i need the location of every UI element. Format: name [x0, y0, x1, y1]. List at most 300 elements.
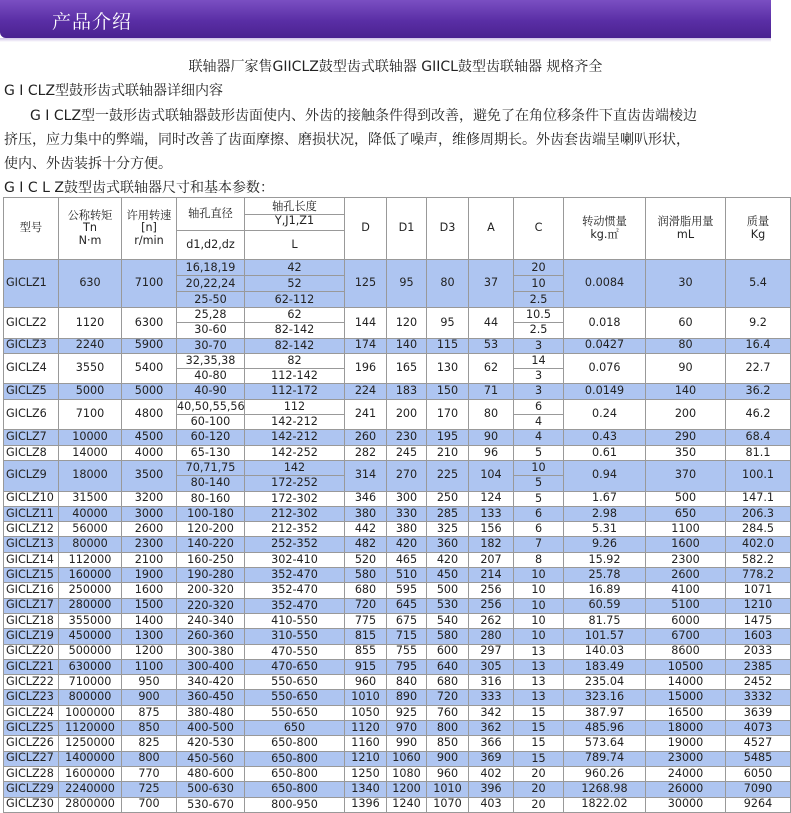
cell-D3: 325 — [427, 522, 469, 537]
cell-tn: 630000 — [59, 659, 122, 674]
cell-grease: 80 — [646, 338, 726, 353]
cell-len — [245, 552, 345, 567]
header-A: A — [469, 198, 514, 260]
cell-mass: 778.2 — [726, 568, 791, 583]
cell-C-part: 4 — [514, 414, 563, 429]
cell-mass: 284.5 — [726, 522, 791, 537]
cell-len — [245, 629, 345, 644]
cell-bore-part: 20,22,24 — [177, 275, 244, 291]
cell-model: GICLZ4 — [4, 353, 59, 384]
cell-n: 825 — [122, 736, 177, 751]
cell-bore-part: 25,28 — [194, 308, 227, 321]
cell-D3: 600 — [427, 644, 469, 659]
cell-tn: 630 — [59, 260, 122, 308]
cell-mass: 22.7 — [726, 353, 791, 384]
cell-D1: 270 — [387, 460, 427, 491]
header-torque: 公称转矩 Tn N·m — [59, 198, 122, 260]
cell-inertia: 1268.98 — [564, 782, 646, 797]
cell-D1: 95 — [387, 260, 427, 308]
table-row — [4, 583, 791, 598]
cell-C-part: 3 — [534, 338, 543, 352]
table-row — [4, 430, 791, 445]
cell-C — [514, 353, 564, 384]
cell-A: 80 — [469, 399, 514, 430]
cell-inertia: 2.98 — [564, 506, 646, 521]
cell-tn: 355000 — [59, 613, 122, 628]
cell-A: 53 — [469, 338, 514, 353]
cell-inertia: 789.74 — [564, 751, 646, 766]
cell-bore-part: 80-140 — [177, 475, 244, 490]
cell-inertia: 960.26 — [564, 766, 646, 781]
cell-A: 297 — [469, 644, 514, 659]
cell-grease: 200 — [646, 399, 726, 430]
cell-D3: 800 — [427, 721, 469, 736]
cell-D3: 80 — [427, 260, 469, 308]
cell-inertia: 5.31 — [564, 522, 646, 537]
cell-grease: 370 — [646, 460, 726, 491]
cell-bore-part: 190-280 — [187, 568, 234, 582]
cell-C — [514, 399, 564, 430]
cell-D1: 300 — [387, 491, 427, 506]
table-row — [4, 736, 791, 751]
cell-bore — [177, 384, 245, 399]
cell-len-part: 550-650 — [271, 705, 318, 719]
cell-A: 182 — [469, 537, 514, 552]
cell-C-part: 5 — [534, 445, 543, 459]
cell-D3: 540 — [427, 613, 469, 628]
cell-mass: 1210 — [726, 598, 791, 613]
cell-grease: 2300 — [646, 552, 726, 567]
cell-n: 3500 — [122, 460, 177, 491]
cell-C — [514, 506, 564, 521]
cell-A: 156 — [469, 522, 514, 537]
cell-model: GICLZ25 — [4, 721, 59, 736]
cell-mass: 4073 — [726, 721, 791, 736]
cell-A: 256 — [469, 583, 514, 598]
cell-n: 1100 — [122, 659, 177, 674]
cell-bore-part: 32,35,38 — [185, 353, 236, 367]
cell-inertia: 0.018 — [564, 308, 646, 339]
cell-len — [245, 460, 345, 491]
cell-n: 850 — [122, 721, 177, 736]
cell-C — [514, 782, 564, 797]
cell-C-part: 7 — [534, 537, 543, 551]
cell-len-part: 650-800 — [271, 782, 318, 796]
cell-tn: 280000 — [59, 598, 122, 613]
cell-D3: 420 — [427, 552, 469, 567]
table-row — [4, 705, 791, 720]
cell-len-part: 800-950 — [271, 797, 318, 811]
cell-D1: 183 — [387, 384, 427, 399]
cell-C — [514, 430, 564, 445]
cell-bore-part: 200-320 — [187, 583, 234, 597]
cell-model: GICLZ5 — [4, 384, 59, 399]
cell-mass: 5485 — [726, 751, 791, 766]
cell-grease: 30000 — [646, 797, 726, 812]
spec-table-body — [4, 260, 791, 813]
cell-len — [245, 445, 345, 460]
cell-len — [245, 751, 345, 766]
cell-n: 950 — [122, 675, 177, 690]
cell-D1: 1060 — [387, 751, 427, 766]
cell-D1: 120 — [387, 308, 427, 339]
cell-bore-part: 60-120 — [190, 430, 231, 444]
table-row — [4, 384, 791, 399]
cell-D: 314 — [345, 460, 387, 491]
cell-len-part: 172-302 — [271, 491, 318, 505]
cell-D: 1120 — [345, 721, 387, 736]
cell-tn: 14000 — [59, 445, 122, 460]
cell-grease: 1600 — [646, 537, 726, 552]
cell-C — [514, 537, 564, 552]
cell-len-part: 82-142 — [274, 338, 315, 352]
cell-D1: 890 — [387, 690, 427, 705]
cell-C — [514, 766, 564, 781]
cell-D: 125 — [345, 260, 387, 308]
cell-n: 700 — [122, 797, 177, 812]
cell-D3: 760 — [427, 705, 469, 720]
cell-bore — [177, 690, 245, 705]
cell-bore-part: 120-200 — [187, 522, 234, 536]
cell-C-part: 13 — [531, 675, 546, 689]
cell-tn: 800000 — [59, 690, 122, 705]
cell-len-part: 52 — [245, 275, 344, 291]
header-mass: 质量 Kg — [726, 198, 791, 260]
cell-n: 2600 — [122, 522, 177, 537]
cell-n: 725 — [122, 782, 177, 797]
cell-mass: 16.4 — [726, 338, 791, 353]
cell-inertia: 60.59 — [564, 598, 646, 613]
cell-inertia: 0.61 — [564, 445, 646, 460]
cell-inertia: 0.94 — [564, 460, 646, 491]
cell-D: 520 — [345, 552, 387, 567]
cell-inertia: 101.57 — [564, 629, 646, 644]
cell-bore-part: 70,71,75 — [185, 460, 236, 474]
cell-bore — [177, 445, 245, 460]
cell-len — [245, 721, 345, 736]
cell-len — [245, 522, 345, 537]
cell-C-part: 10 — [531, 613, 546, 627]
cell-inertia: 235.04 — [564, 675, 646, 690]
cell-C-part: 15 — [531, 705, 546, 719]
cell-n: 2300 — [122, 537, 177, 552]
cell-D3: 130 — [427, 353, 469, 384]
cell-C — [514, 568, 564, 583]
cell-bore — [177, 583, 245, 598]
cell-mass: 3639 — [726, 705, 791, 720]
header-D1: D1 — [387, 198, 427, 260]
cell-grease: 140 — [646, 384, 726, 399]
cell-D: 1010 — [345, 690, 387, 705]
banner-title: 产品介绍 — [52, 11, 133, 33]
table-row — [4, 613, 791, 628]
cell-model: GICLZ11 — [4, 506, 59, 521]
cell-len-part: 142-252 — [271, 445, 318, 459]
cell-C-part: 13 — [531, 644, 546, 658]
cell-n: 1300 — [122, 629, 177, 644]
cell-n: 5900 — [122, 338, 177, 353]
cell-C-part: 10 — [514, 275, 563, 291]
paragraph-line-2: 挤压，应力集中的弊端，同时改善了齿面摩擦、磨损状况，降低了噪声，维修周期长。外齿套齿端呈喇叭形状， — [4, 132, 690, 148]
cell-C — [514, 797, 564, 812]
cell-model: GICLZ2 — [4, 308, 59, 339]
cell-grease: 23000 — [646, 751, 726, 766]
cell-model: GICLZ7 — [4, 430, 59, 445]
table-row — [4, 338, 791, 353]
table-row — [4, 522, 791, 537]
cell-len — [245, 598, 345, 613]
spec-table — [3, 197, 791, 813]
cell-A: 207 — [469, 552, 514, 567]
cell-C — [514, 384, 564, 399]
cell-A: 369 — [469, 751, 514, 766]
cell-len-part: 470-650 — [271, 659, 318, 673]
cell-bore-part: 400-500 — [187, 721, 234, 735]
cell-len-part: 142 — [283, 460, 306, 474]
cell-C — [514, 583, 564, 598]
cell-len-part: 310-550 — [271, 629, 318, 643]
cell-bore — [177, 338, 245, 353]
detail-heading: G I CLZ型鼓形齿式联轴器详细内容 — [4, 83, 224, 99]
table-row — [4, 445, 791, 460]
cell-tn: 1120 — [59, 308, 122, 339]
cell-len-part: 470-550 — [271, 644, 318, 658]
table-row — [4, 308, 791, 339]
cell-len-part: 550-650 — [271, 675, 318, 689]
cell-bore-part: 30-60 — [177, 322, 244, 337]
header-length-symbol: L — [245, 231, 345, 260]
table-row — [4, 460, 791, 491]
cell-A: 96 — [469, 445, 514, 460]
cell-C-part: 10 — [531, 583, 546, 597]
cell-bore-part: 40-80 — [177, 368, 244, 383]
cell-C-part: 13 — [531, 690, 546, 704]
cell-n: 4500 — [122, 430, 177, 445]
cell-mass: 46.2 — [726, 399, 791, 430]
cell-D3: 530 — [427, 598, 469, 613]
header-bore-symbol: d1,d2,dz — [177, 231, 245, 260]
cell-tn: 40000 — [59, 506, 122, 521]
cell-grease: 6000 — [646, 613, 726, 628]
table-row — [4, 260, 791, 308]
cell-A: 62 — [469, 353, 514, 384]
cell-model: GICLZ21 — [4, 659, 59, 674]
cell-grease: 24000 — [646, 766, 726, 781]
cell-mass: 5.4 — [726, 260, 791, 308]
table-row — [4, 782, 791, 797]
cell-len — [245, 430, 345, 445]
cell-bore — [177, 736, 245, 751]
cell-D3: 250 — [427, 491, 469, 506]
cell-len — [245, 399, 345, 430]
cell-D: 442 — [345, 522, 387, 537]
cell-grease: 1100 — [646, 522, 726, 537]
cell-model: GICLZ28 — [4, 766, 59, 781]
cell-bore — [177, 598, 245, 613]
cell-D3: 850 — [427, 736, 469, 751]
cell-grease: 6700 — [646, 629, 726, 644]
cell-n: 5000 — [122, 384, 177, 399]
cell-C-part: 4 — [534, 430, 543, 444]
cell-tn: 710000 — [59, 675, 122, 690]
cell-bore-part: 240-340 — [187, 613, 234, 627]
cell-D3: 360 — [427, 537, 469, 552]
cell-model: GICLZ17 — [4, 598, 59, 613]
cell-model: GICLZ15 — [4, 568, 59, 583]
cell-grease: 26000 — [646, 782, 726, 797]
cell-D1: 1240 — [387, 797, 427, 812]
cell-mass: 2033 — [726, 644, 791, 659]
cell-grease: 60 — [646, 308, 726, 339]
cell-D3: 150 — [427, 384, 469, 399]
cell-A: 280 — [469, 629, 514, 644]
cell-model: GICLZ8 — [4, 445, 59, 460]
cell-grease: 5100 — [646, 598, 726, 613]
cell-tn: 250000 — [59, 583, 122, 598]
cell-len-part: 650-800 — [271, 751, 318, 765]
cell-D: 196 — [345, 353, 387, 384]
cell-A: 71 — [469, 384, 514, 399]
cell-D3: 640 — [427, 659, 469, 674]
cell-tn: 160000 — [59, 568, 122, 583]
cell-model: GICLZ3 — [4, 338, 59, 353]
cell-D3: 1070 — [427, 797, 469, 812]
cell-C — [514, 491, 564, 506]
cell-inertia: 9.26 — [564, 537, 646, 552]
cell-len-part: 650 — [283, 721, 306, 735]
cell-D3: 450 — [427, 568, 469, 583]
cell-inertia: 0.43 — [564, 430, 646, 445]
cell-C-part: 13 — [531, 659, 546, 673]
cell-bore — [177, 797, 245, 812]
cell-A: 305 — [469, 659, 514, 674]
cell-inertia: 81.75 — [564, 613, 646, 628]
cell-A: 333 — [469, 690, 514, 705]
cell-len — [245, 537, 345, 552]
cell-grease: 8600 — [646, 644, 726, 659]
cell-tn: 31500 — [59, 491, 122, 506]
cell-D: 1250 — [345, 766, 387, 781]
cell-inertia: 323.16 — [564, 690, 646, 705]
cell-tn: 56000 — [59, 522, 122, 537]
cell-D3: 580 — [427, 629, 469, 644]
cell-bore-part: 480-600 — [187, 766, 234, 780]
cell-C — [514, 308, 564, 339]
cell-bore-part: 100-180 — [187, 506, 234, 520]
cell-C-part: 10 — [531, 629, 546, 643]
cell-bore-part: 160-250 — [187, 552, 234, 566]
cell-inertia: 140.03 — [564, 644, 646, 659]
cell-grease: 30 — [646, 260, 726, 308]
cell-tn: 1000000 — [59, 705, 122, 720]
cell-bore — [177, 568, 245, 583]
cell-C — [514, 522, 564, 537]
cell-D1: 200 — [387, 399, 427, 430]
cell-C-part: 2.5 — [514, 322, 563, 337]
table-row — [4, 353, 791, 384]
cell-inertia: 573.64 — [564, 736, 646, 751]
cell-len-part: 550-650 — [271, 690, 318, 704]
cell-D1: 840 — [387, 675, 427, 690]
cell-C — [514, 260, 564, 308]
cell-inertia: 0.0149 — [564, 384, 646, 399]
cell-C-part: 10 — [531, 460, 546, 474]
cell-grease: 15000 — [646, 690, 726, 705]
cell-C — [514, 721, 564, 736]
cell-D: 1160 — [345, 736, 387, 751]
cell-D1: 420 — [387, 537, 427, 552]
cell-n: 4000 — [122, 445, 177, 460]
cell-C — [514, 460, 564, 491]
cell-mass: 4527 — [726, 736, 791, 751]
cell-inertia: 485.96 — [564, 721, 646, 736]
cell-bore-part: 500-630 — [187, 782, 234, 796]
cell-bore-part: 80-160 — [190, 491, 231, 505]
cell-bore-part: 40,50,55,56 — [177, 399, 245, 413]
cell-D3: 285 — [427, 506, 469, 521]
cell-n: 4800 — [122, 399, 177, 430]
cell-C — [514, 705, 564, 720]
cell-D3: 1010 — [427, 782, 469, 797]
cell-bore — [177, 537, 245, 552]
cell-bore-part: 260-360 — [187, 629, 234, 643]
cell-bore-part: 30-70 — [194, 338, 227, 352]
cell-bore-part: 340-420 — [187, 675, 234, 689]
table-row — [4, 629, 791, 644]
cell-bore — [177, 644, 245, 659]
cell-tn: 500000 — [59, 644, 122, 659]
cell-len — [245, 690, 345, 705]
table-row — [4, 751, 791, 766]
cell-model: GICLZ12 — [4, 522, 59, 537]
cell-bore-part: 25-50 — [177, 291, 244, 307]
cell-inertia: 387.97 — [564, 705, 646, 720]
cell-D1: 925 — [387, 705, 427, 720]
cell-D: 144 — [345, 308, 387, 339]
header-D: D — [345, 198, 387, 260]
cell-model: GICLZ6 — [4, 399, 59, 430]
cell-n: 2100 — [122, 552, 177, 567]
cell-bore — [177, 766, 245, 781]
cell-D: 775 — [345, 613, 387, 628]
cell-inertia: 183.49 — [564, 659, 646, 674]
cell-tn: 1600000 — [59, 766, 122, 781]
cell-D1: 465 — [387, 552, 427, 567]
cell-A: 342 — [469, 705, 514, 720]
cell-bore — [177, 782, 245, 797]
cell-len — [245, 506, 345, 521]
header-grease: 润滑脂用量 mL — [646, 198, 726, 260]
cell-len-part: 82-142 — [245, 322, 344, 337]
cell-D: 815 — [345, 629, 387, 644]
cell-bore — [177, 491, 245, 506]
cell-n: 875 — [122, 705, 177, 720]
cell-C-part: 15 — [531, 736, 546, 750]
cell-bore — [177, 629, 245, 644]
cell-tn: 10000 — [59, 430, 122, 445]
cell-D: 855 — [345, 644, 387, 659]
cell-D1: 990 — [387, 736, 427, 751]
cell-C-part: 5 — [514, 475, 563, 490]
table-row — [4, 721, 791, 736]
cell-n: 3000 — [122, 506, 177, 521]
cell-D3: 225 — [427, 460, 469, 491]
cell-n: 1200 — [122, 644, 177, 659]
cell-C-part: 14 — [531, 353, 546, 367]
table-row — [4, 506, 791, 521]
cell-D: 960 — [345, 675, 387, 690]
cell-grease: 19000 — [646, 736, 726, 751]
